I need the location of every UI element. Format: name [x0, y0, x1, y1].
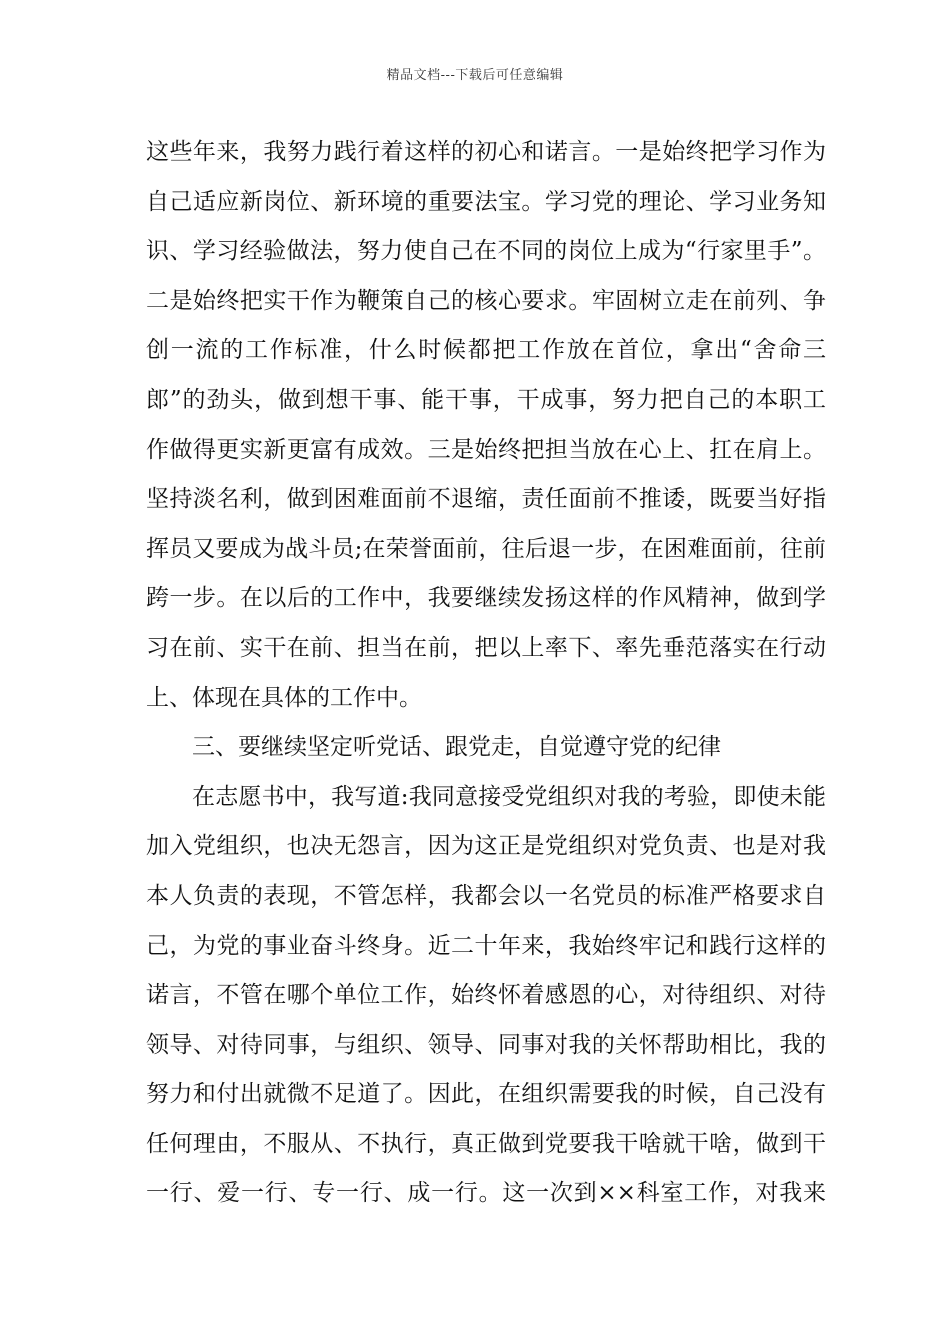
body-line: 本人负责的表现，不管怎样，我都会以一名党员的标准严格要求自 — [146, 882, 826, 909]
body-line: 这些年来，我努力践行着这样的初心和诺言。一是始终把学习作为 — [146, 139, 826, 165]
body-line: 加入党组织，也决无怨言，因为这正是党组织对党负责、也是对我 — [146, 833, 826, 860]
body-line: 坚持淡名利，做到困难面前不退缩，责任面前不推诿，既要当好指 — [146, 486, 826, 513]
section-heading: 三、要继续坚定听党话、跟党走，自觉遵守党的纪律 — [192, 734, 721, 761]
body-line: 在志愿书中，我写道:我同意接受党组织对我的考验，即使未能 — [192, 783, 826, 810]
body-line: 挥员又要成为战斗员;在荣誉面前，往后退一步，在困难面前，往前 — [146, 535, 826, 562]
body-line: 领导、对待同事，与组织、领导、同事对我的关怀帮助相比，我的 — [146, 1031, 826, 1058]
body-line: 努力和付出就微不足道了。因此，在组织需要我的时候，自己没有 — [146, 1081, 826, 1108]
body-line: 郎”的劲头，做到想干事、能干事，干成事，努力把自己的本职工 — [146, 386, 826, 413]
body-line: 创一流的工作标准，什么时候都把工作放在首位，拿出“舍命三 — [146, 337, 826, 364]
body-line: 二是始终把实干作为鞭策自己的核心要求。牢固树立走在前列、争 — [146, 287, 826, 314]
body-line: 作做得更实新更富有成效。三是始终把担当放在心上、扛在肩上。 — [146, 436, 826, 463]
body-line: 一行、爱一行、专一行、成一行。这一次到××科室工作，对我来 — [146, 1180, 826, 1207]
body-line: 习在前、实干在前、担当在前，把以上率下、率先垂范落实在行动 — [146, 634, 826, 661]
body-line: 自己适应新岗位、新环境的重要法宝。学习党的理论、学习业务知 — [146, 188, 826, 215]
body-line: 上、体现在具体的工作中。 — [146, 684, 422, 711]
document-body — [146, 128, 826, 1219]
body-line: 识、学习经验做法，努力使自己在不同的岗位上成为“行家里手”。 — [146, 238, 826, 265]
page-header: 精品文档---下载后可任意编辑 — [386, 68, 564, 83]
body-line: 诺言，不管在哪个单位工作，始终怀着感恩的心，对待组织、对待 — [146, 982, 826, 1009]
body-line: 任何理由，不服从、不执行，真正做到党要我干啥就干啥，做到干 — [146, 1130, 826, 1157]
body-line: 跨一步。在以后的工作中，我要继续发扬这样的作风精神，做到学 — [146, 585, 826, 612]
body-line: 己，为党的事业奋斗终身。近二十年来，我始终牢记和践行这样的 — [146, 932, 826, 959]
